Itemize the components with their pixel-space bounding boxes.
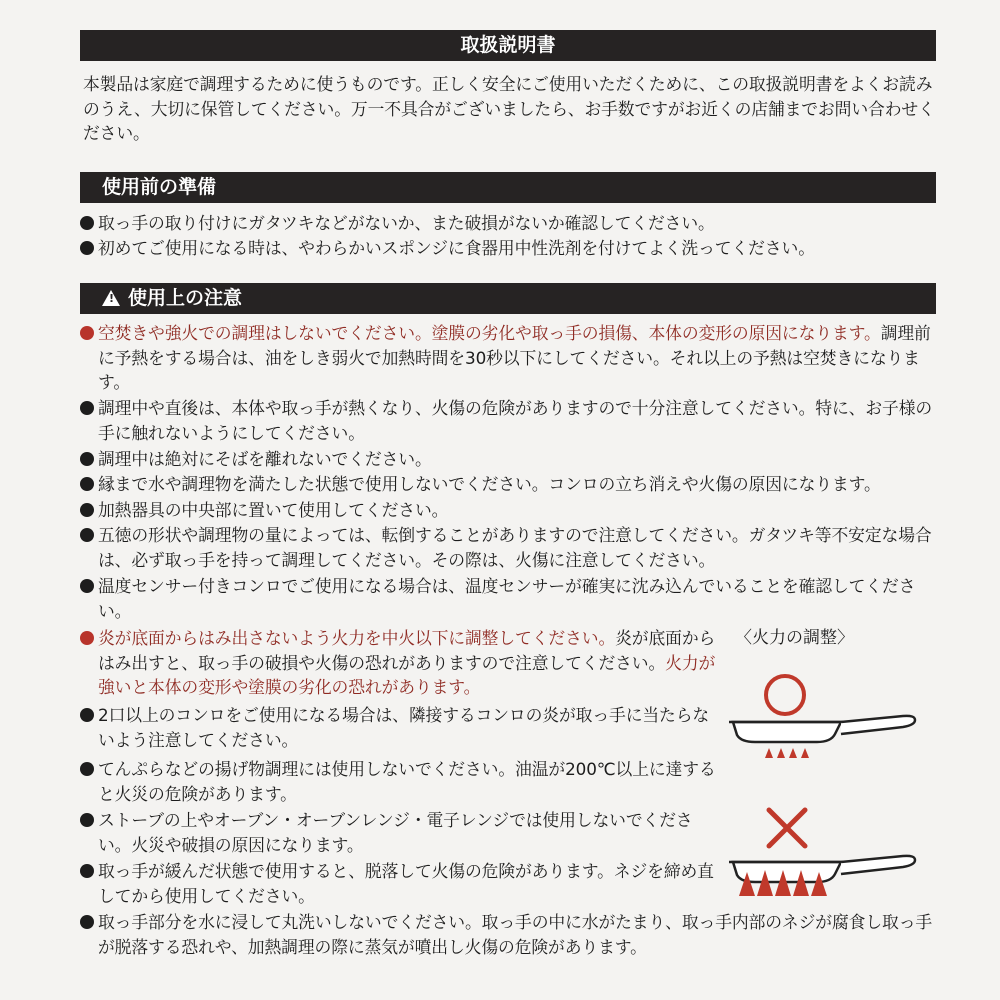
page-title: 取扱説明書	[460, 34, 556, 56]
bullet-icon	[80, 915, 94, 929]
list-item: てんぷらなどの揚げ物調理には使用しないでください。油温が200℃以上に達すると火災の危険があります。	[80, 757, 720, 806]
bullet-icon	[80, 762, 94, 776]
list-item: 縁まで水や調理物を満たした状態で使用しないでください。コンロの立ち消えや火傷の原因になります。	[80, 472, 936, 497]
list-item: 温度センサー付きコンロでご使用になる場合は、温度センサーが確実に沈み込んでいることを確認してください。	[80, 574, 936, 623]
bullet-icon	[80, 326, 94, 340]
bullet-icon	[80, 864, 94, 878]
pan-handle-icon	[841, 856, 915, 874]
list-item: 取っ手部分を水に浸して丸洗いしないでください。取っ手の中に水がたまり、取っ手内部のネジが腐食し取っ手が脱落する恐れや、加熱調理の際に蒸気が噴出し火傷の危険があります。	[80, 910, 936, 959]
prep-header	[80, 172, 936, 203]
warning-icon	[102, 290, 120, 306]
list-item: 取っ手が緩んだ状態で使用すると、脱落して火傷の危険があります。ネジを締め直してから使用してください。	[80, 859, 720, 908]
bullet-icon	[80, 579, 94, 593]
list-item: 2口以上のコンロをご使用になる場合は、隣接するコンロの炎が取っ手に当たらないよう注意してください。	[80, 703, 720, 752]
bullet-icon	[80, 708, 94, 722]
bullet-icon	[80, 452, 94, 466]
fire-adjust-title: 〈火力の調整〉	[735, 628, 854, 648]
list-item: 空焚きや強火での調理はしないでください。塗膜の劣化や取っ手の損傷、本体の変形の原因になります。調理前に予熱をする場合は、油をしき弱火で加熱時間を30秒以下にしてください。それ以上の予熱は空焚きになります。	[80, 321, 936, 395]
prep-title: 使用前の準備	[102, 176, 217, 198]
list-item: 炎が底面からはみ出さないよう火力を中火以下に調整してください。炎が底面からはみ出すと、取っ手の破損や火傷の恐れがありますので注意してください。火力が強いと本体の変形や塗膜の劣化の恐れがあります。	[80, 626, 720, 700]
caution-title: 使用上の注意	[128, 287, 243, 309]
list-item: 調理中や直後は、本体や取っ手が熱くなり、火傷の危険がありますので十分注意してください。特に、お子様の手に触れないようにしてください。	[80, 396, 936, 445]
small-flame-icon	[765, 748, 809, 758]
list-item: 加熱器具の中央部に置いて使用してください。	[80, 498, 936, 523]
bullet-icon	[80, 401, 94, 415]
bullet-icon	[80, 631, 94, 645]
list-item: 初めてご使用になる時は、やわらかいスポンジに食器用中性洗剤を付けてよく洗ってください。	[80, 236, 936, 261]
caution-header	[80, 283, 936, 314]
bullet-icon	[80, 528, 94, 542]
list-item: 取っ手の取り付けにガタツキなどがないか、また破損がないか確認してください。	[80, 211, 936, 236]
bullet-icon	[80, 216, 94, 230]
bullet-icon	[80, 241, 94, 255]
cross-ng-icon	[769, 810, 805, 846]
list-item: 調理中は絶対にそばを離れないでください。	[80, 447, 936, 472]
bullet-icon	[80, 503, 94, 517]
bullet-icon	[80, 477, 94, 491]
title-bar	[80, 30, 936, 61]
list-item: 五徳の形状や調理物の量によっては、転倒することがありますので注意してください。ガタツキ等不安定な場合は、必ず取っ手を持って調理してください。その際は、火傷に注意してください。	[80, 523, 936, 572]
pan-icon	[733, 722, 841, 742]
pan-handle-icon	[841, 716, 915, 734]
intro-text: 本製品は家庭で調理するために使うものです。正しく安全にご使用いただくために、この取扱説明書をよくお読みのうえ、大切に保管してください。万一不具合がございましたら、お手数ですがお近くの店舗までお問い合わせください。	[83, 74, 935, 143]
correct-flame-illustration	[725, 660, 925, 770]
list-item: ストーブの上やオーブン・オーブンレンジ・電子レンジでは使用しないでください。火災や破損の原因になります。	[80, 808, 720, 857]
wrong-flame-illustration	[725, 800, 925, 910]
bullet-icon	[80, 813, 94, 827]
circle-ok-icon	[766, 676, 804, 714]
